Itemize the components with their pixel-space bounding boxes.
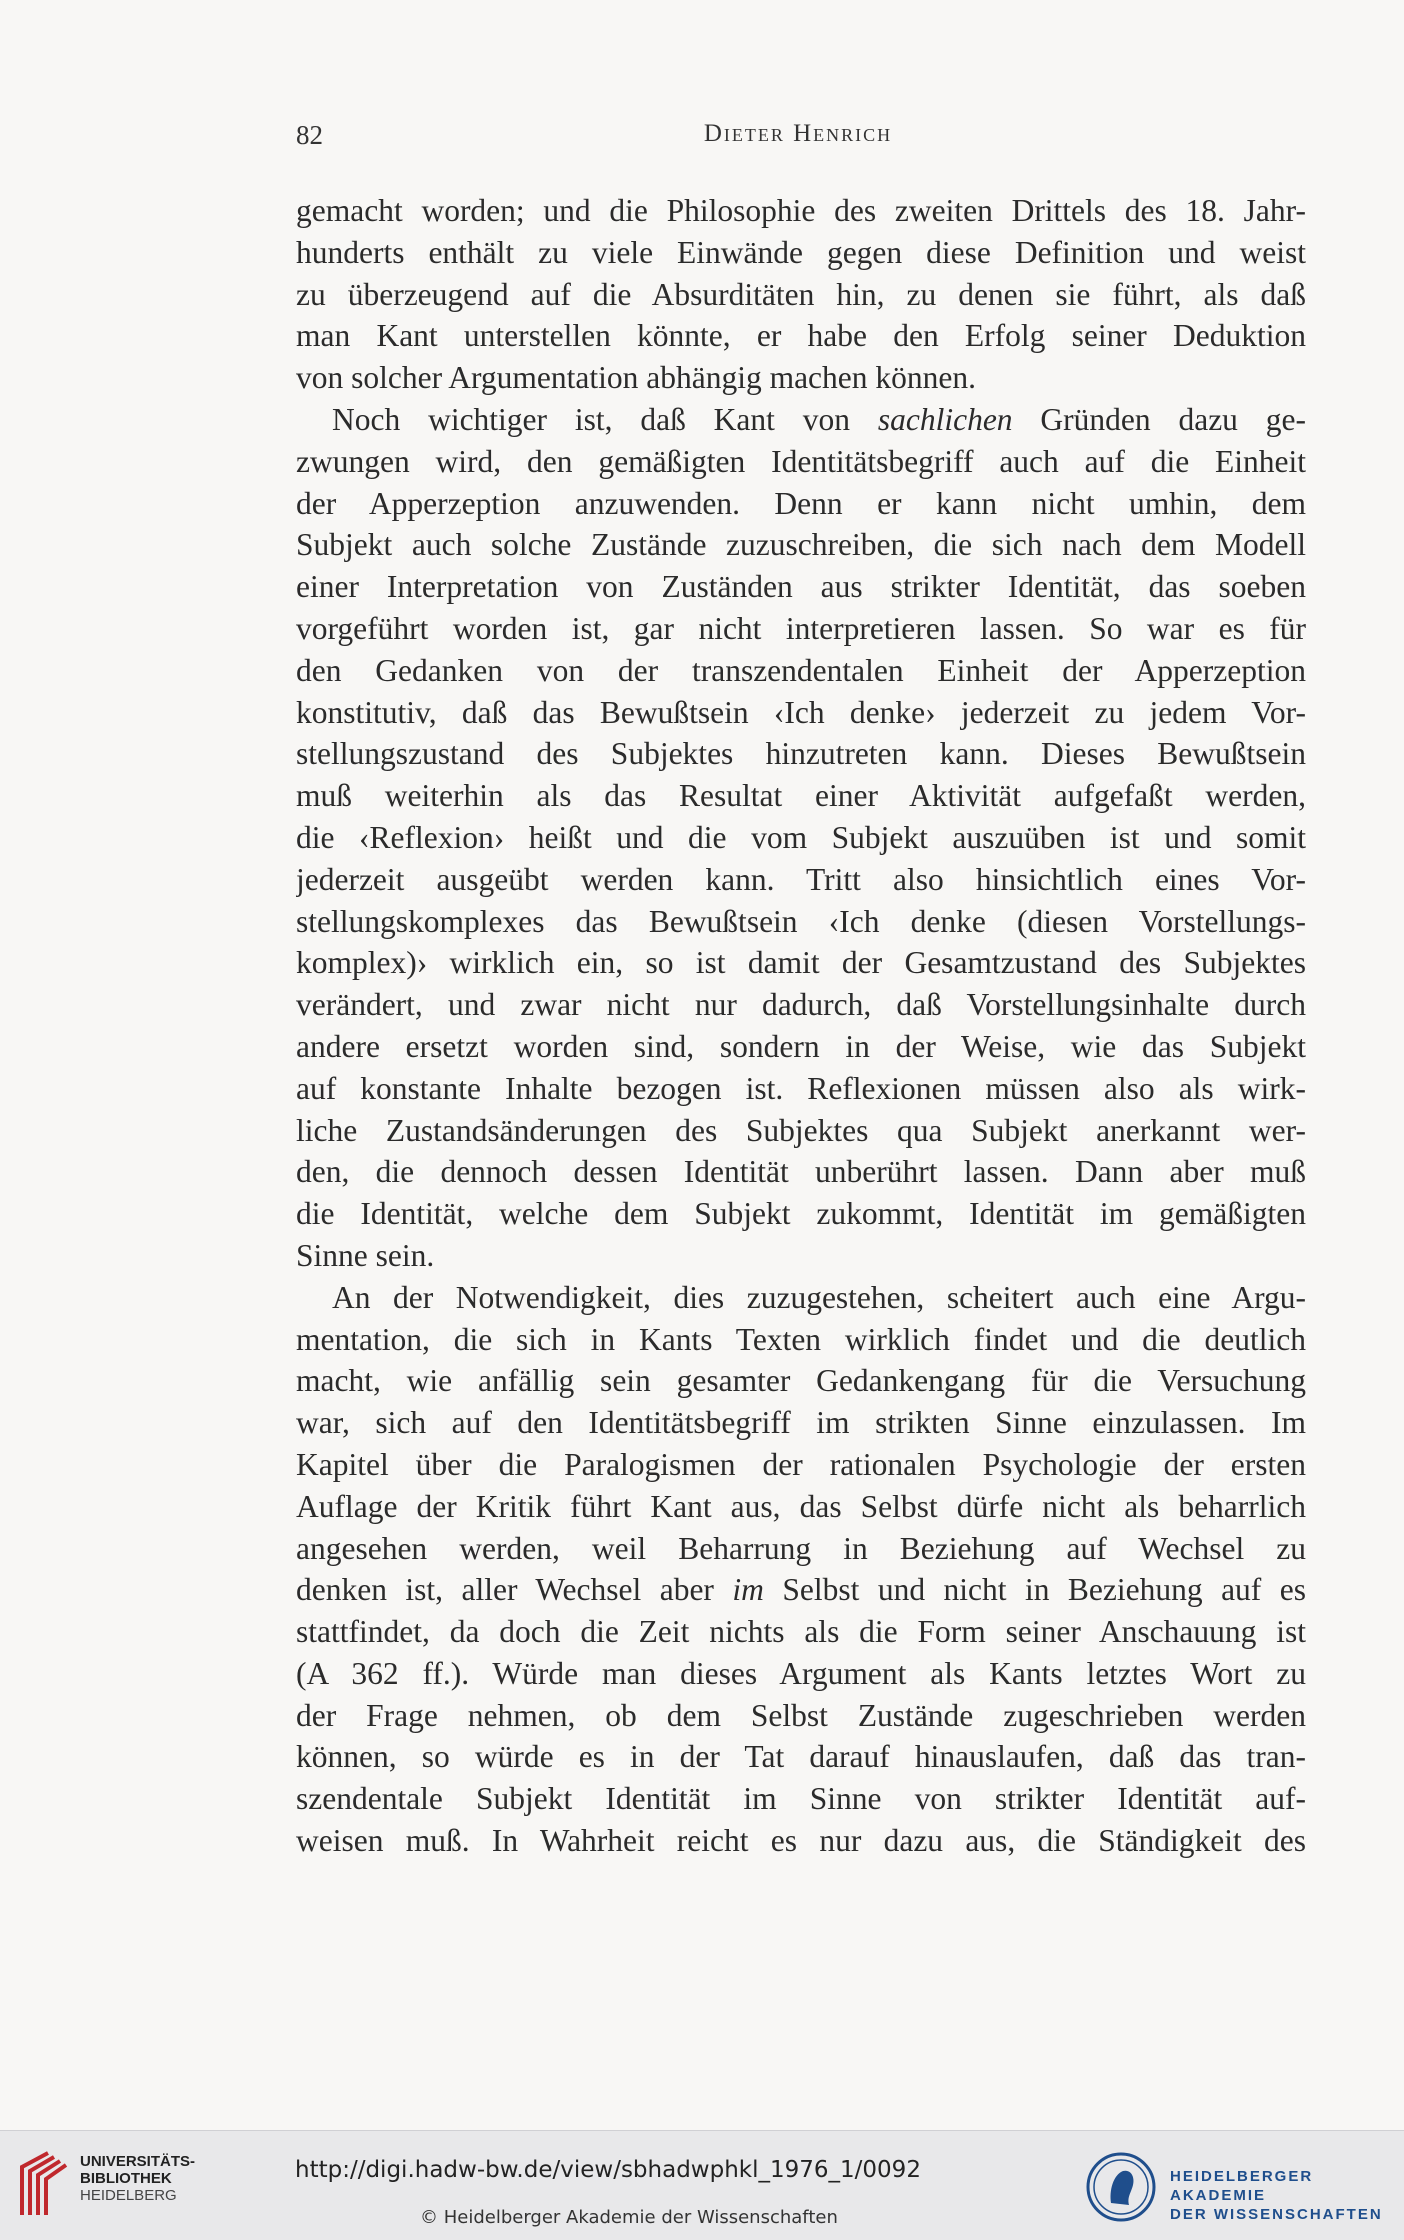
text-line: Kapitel über die Paralogismen der rationalen Psychologie der ersten — [296, 1446, 1306, 1482]
text-line: den, die dennoch dessen Identität unberührt lassen. Dann aber muß — [296, 1154, 1306, 1190]
text-line: zu überzeugend auf die Absurditäten hin, zu denen sie führt, als daß — [296, 276, 1306, 312]
ub-heidelberg-logo-icon — [14, 2145, 74, 2221]
text-line: den Gedanken von der transzendentalen Einheit der Apperzeption — [296, 652, 1306, 688]
text-line: der Apperzeption anzuwenden. Denn er kann nicht umhin, dem — [296, 485, 1306, 521]
emphasized-text: sachlichen — [877, 401, 1013, 437]
text-line: angesehen werden, weil Beharrung in Beziehung auf Wechsel zu — [296, 1530, 1306, 1566]
page-number: 82 — [296, 120, 323, 150]
text-line: die Identität, welche dem Subjekt zukommt, Identität im gemäßigten — [296, 1196, 1306, 1232]
text-line: weisen muß. In Wahrheit reicht es nur dazu aus, die Ständigkeit des — [296, 1823, 1306, 1859]
text-line: muß weiterhin als das Resultat einer Aktivität aufgefaßt werden, — [296, 778, 1306, 814]
text-segment: denken ist, aller Wechsel aber — [296, 1572, 733, 1608]
text-line: hunderts enthält zu viele Einwände gegen diese Definition und weist — [296, 234, 1306, 270]
text-line: einer Interpretation von Zuständen aus strikter Identität, das soeben — [296, 569, 1306, 605]
text-line — [296, 1569, 1306, 1611]
text-line: man Kant unterstellen könnte, er habe den Erfolg seiner Deduktion — [296, 318, 1306, 354]
text-line: die ‹Reflexion› heißt und die vom Subjekt auszuüben ist und somit — [296, 819, 1306, 855]
text-line — [296, 399, 1306, 441]
text-line: Sinne sein. — [296, 1237, 435, 1273]
text-line: An der Notwendigkeit, dies zuzugestehen, scheitert auch eine Argu- — [332, 1279, 1306, 1315]
viewer-footer — [0, 2130, 1404, 2240]
text-line: andere ersetzt worden sind, sondern in der Weise, wie das Subjekt — [296, 1028, 1306, 1064]
body-text — [296, 190, 1306, 1862]
page-header — [296, 120, 1300, 160]
text-line: auf konstante Inhalte bezogen ist. Reflexionen müssen also als wirk- — [296, 1070, 1306, 1106]
text-line: von solcher Argumentation abhängig machen können. — [296, 360, 977, 396]
academy-seal-logo-icon — [1085, 2151, 1157, 2223]
text-line: Subjekt auch solche Zustände zuzuschreiben, die sich nach dem Modell — [296, 527, 1306, 563]
text-line: stattfindet, da doch die Zeit nichts als die Form seiner Anschauung ist — [296, 1614, 1306, 1650]
running-head: Dieter Henrich — [703, 120, 893, 147]
text-line: (A 362 ff.). Würde man dieses Argument als Kants letztes Wort zu — [296, 1655, 1306, 1691]
text-line: konstitutiv, daß das Bewußtsein ‹Ich denke› jederzeit zu jedem Vor- — [296, 694, 1306, 730]
text-line: liche Zustandsänderungen des Subjektes qua Subjekt anerkannt wer- — [296, 1112, 1306, 1148]
library-name — [80, 2153, 195, 2204]
text-line: vorgeführt worden ist, gar nicht interpretieren lassen. So war es für — [296, 610, 1306, 646]
copyright-notice: © Heidelberger Akademie der Wissenschaften — [420, 2207, 838, 2228]
text-line: komplex)› wirklich ein, so ist damit der Gesamtzustand des Subjektes — [296, 945, 1306, 981]
text-line: macht, wie anfällig sein gesamter Gedankengang für die Versuchung — [296, 1363, 1306, 1399]
text-segment: Noch wichtiger ist, daß Kant von — [332, 401, 878, 437]
library-name-line3: HEIDELBERG — [80, 2187, 177, 2204]
text-line: war, sich auf den Identitätsbegriff im strikten Sinne einzulassen. Im — [296, 1405, 1306, 1441]
academy-name-line2: DER WISSENSCHAFTEN — [1170, 2206, 1383, 2223]
text-line: verändert, und zwar nicht nur dadurch, daß Vorstellungsinhalte durch — [296, 987, 1306, 1023]
academy-name-line1: HEIDELBERGER AKADEMIE — [1170, 2168, 1314, 2204]
text-line: können, so würde es in der Tat darauf hinauslaufen, daß das tran- — [296, 1739, 1306, 1775]
text-line: stellungszustand des Subjektes hinzutreten kann. Dieses Bewußtsein — [296, 736, 1306, 772]
text-line: zwungen wird, den gemäßigten Identitätsbegriff auch auf die Einheit — [296, 443, 1306, 479]
text-line: jederzeit ausgeübt werden kann. Tritt also hinsichtlich eines Vor- — [296, 861, 1306, 897]
text-line: stellungskomplexes das Bewußtsein ‹Ich denke (diesen Vorstellungs- — [296, 903, 1306, 939]
text-segment: Selbst und nicht in Beziehung auf es — [763, 1572, 1306, 1608]
permalink-url[interactable]: http://digi.hadw-bw.de/view/sbhadwphkl_1976_1/0092 — [295, 2157, 921, 2183]
text-line: szendentale Subjekt Identität im Sinne von strikter Identität auf- — [296, 1781, 1306, 1817]
text-line: der Frage nehmen, ob dem Selbst Zustände zugeschrieben werden — [296, 1697, 1306, 1733]
library-name-line1: UNIVERSITÄTS- — [80, 2153, 196, 2170]
emphasized-text: im — [732, 1572, 764, 1608]
text-line: mentation, die sich in Kants Texten wirklich findet und die deutlich — [296, 1321, 1306, 1357]
library-name-line2: BIBLIOTHEK — [80, 2170, 172, 2187]
text-line: Auflage der Kritik führt Kant aus, das Selbst dürfe nicht als beharrlich — [296, 1488, 1306, 1524]
text-segment: Gründen dazu ge- — [1012, 401, 1306, 437]
academy-name — [1170, 2167, 1404, 2224]
text-line: gemacht worden; und die Philosophie des zweiten Drittels des 18. Jahr- — [296, 193, 1306, 228]
